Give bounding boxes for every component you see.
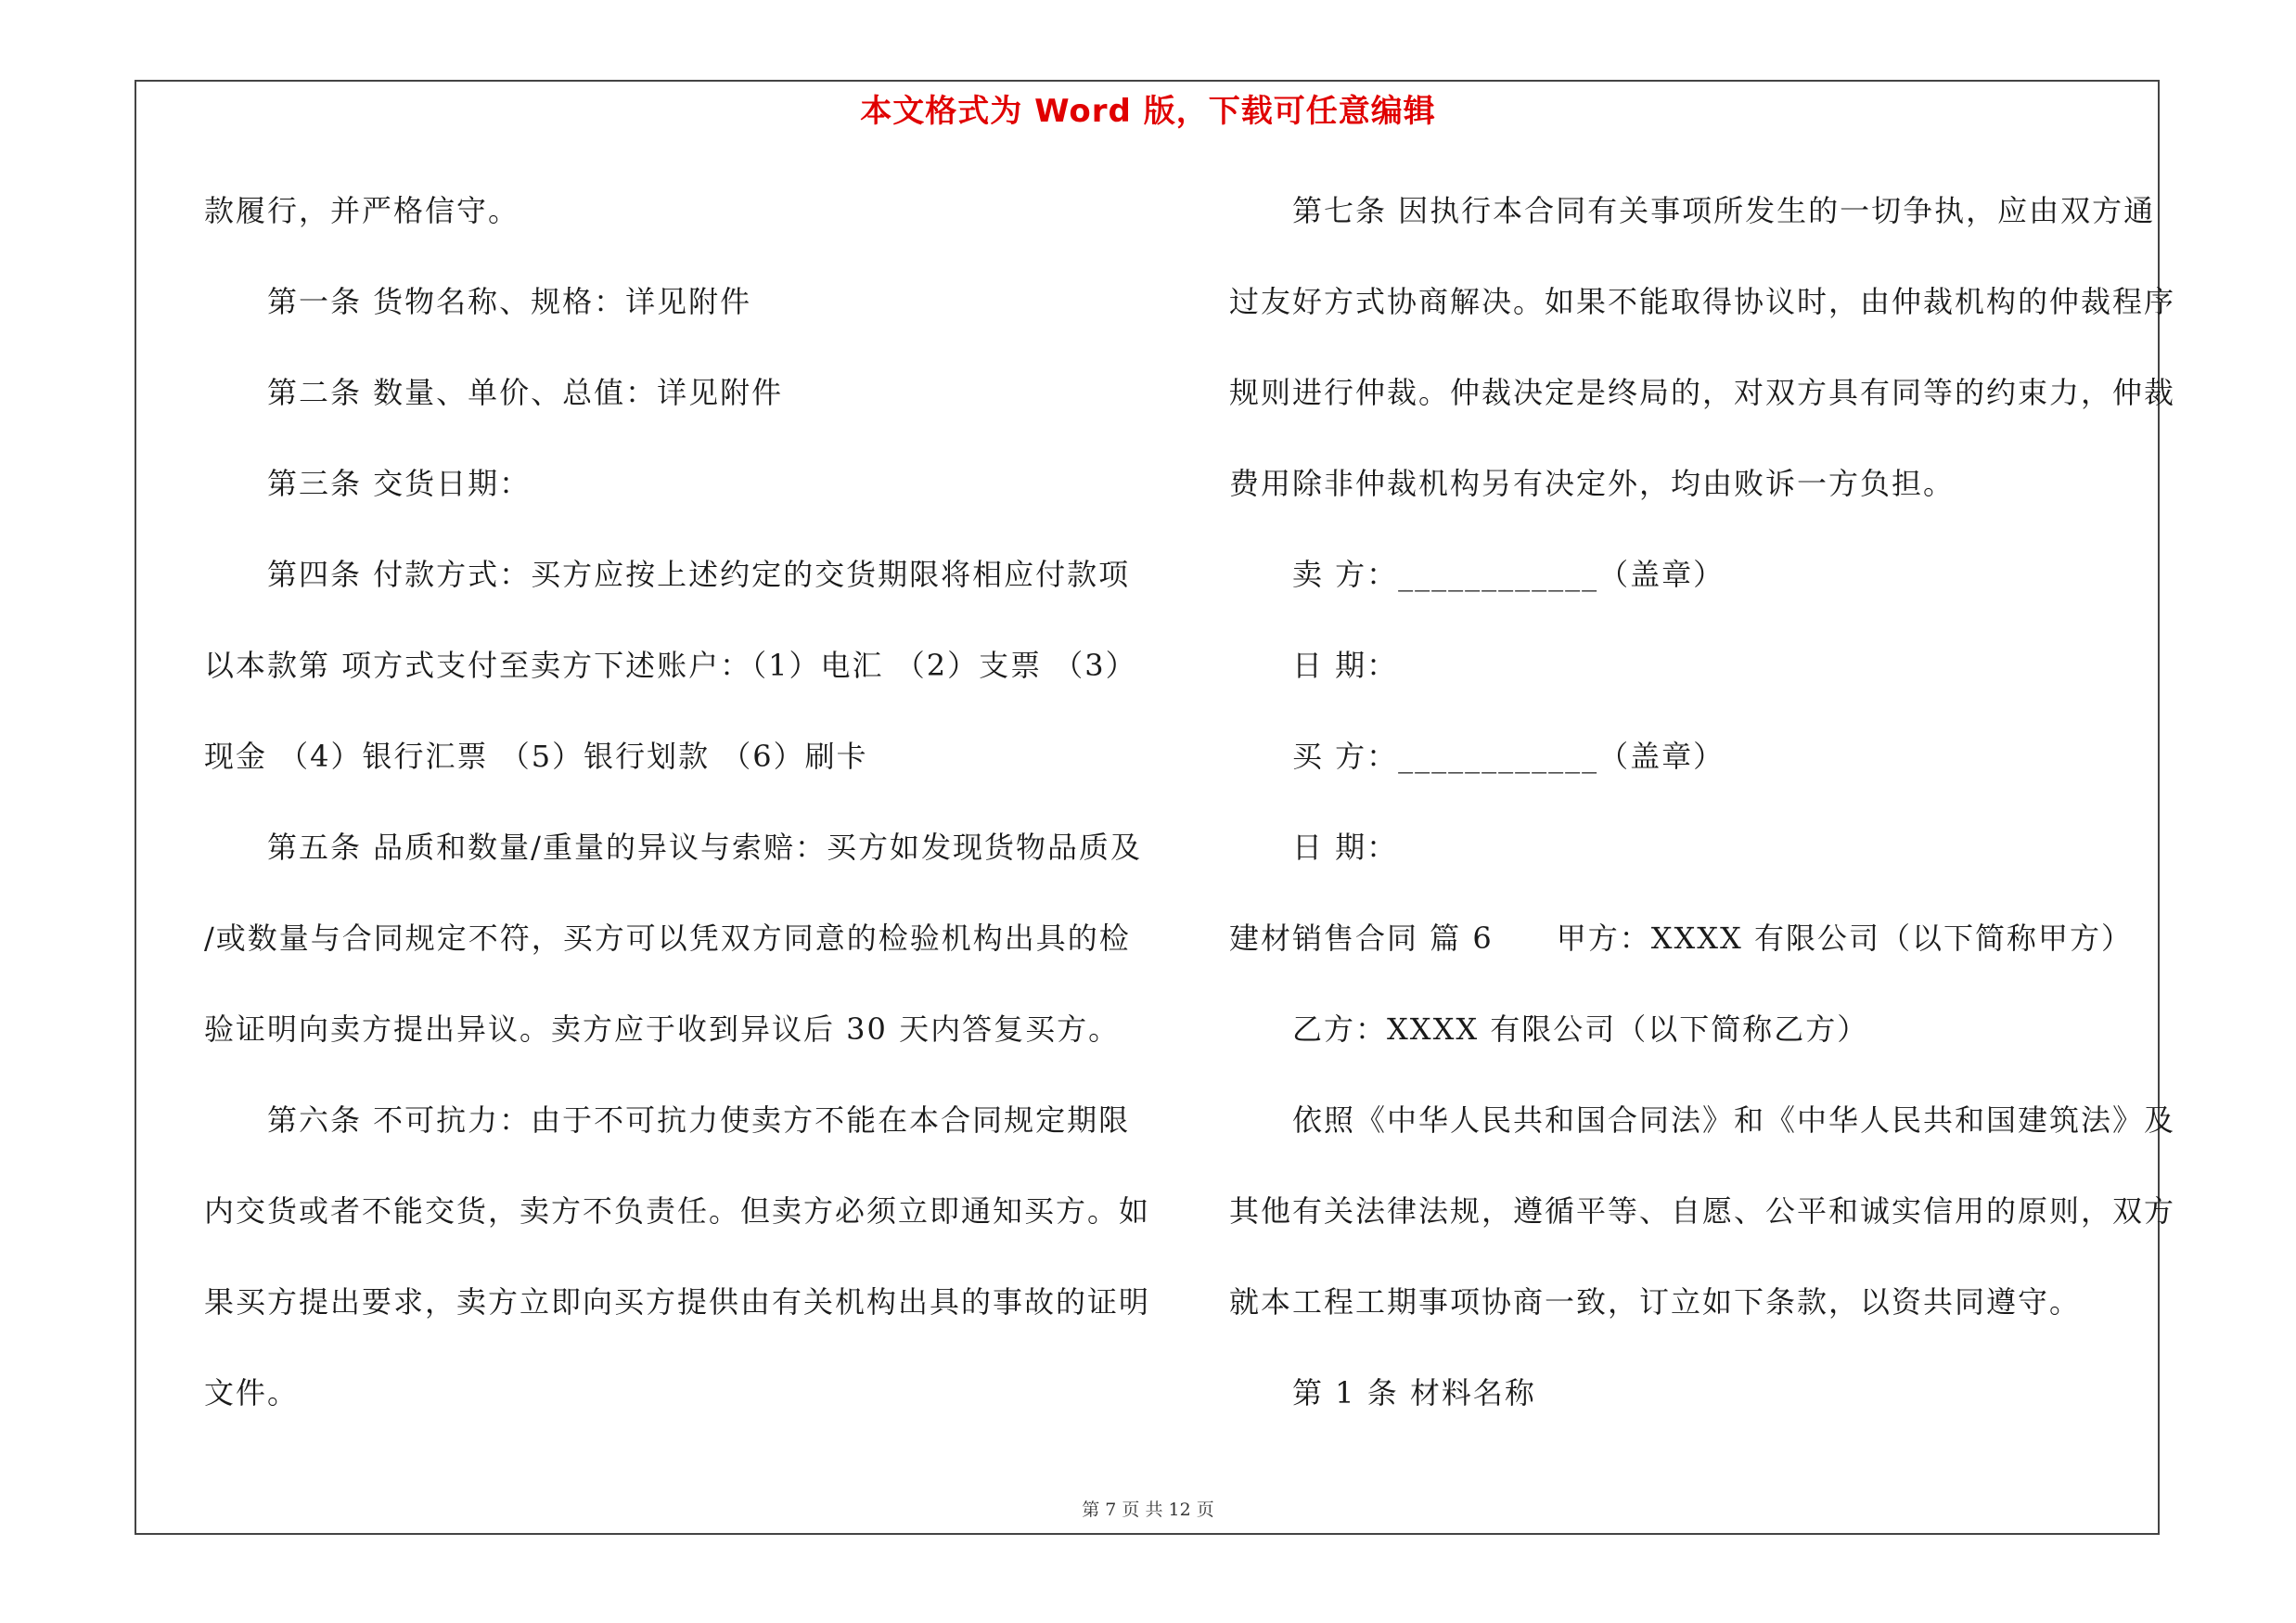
- text-line: /或数量与合同规定不符，买方可以凭双方同意的检验机构出具的检: [204, 921, 1131, 956]
- text-line: 第三条 交货日期：: [267, 466, 532, 501]
- text-line: 第六条 不可抗力：由于不可抗力使卖方不能在本合同规定期限: [267, 1102, 1131, 1138]
- text-line: 依照《中华人民共和国合同法》和《中华人民共和国建筑法》及: [1292, 1102, 2176, 1138]
- text-line: 日 期：: [1292, 648, 1399, 683]
- text-line: 第七条 因执行本合同有关事项所发生的一切争执，应由双方通: [1292, 193, 2156, 228]
- text-line: 第五条 品质和数量/重量的异议与索赔：买方如发现货物品质及: [267, 830, 1142, 865]
- format-notice-banner: 本文格式为 Word 版，下载可任意编辑: [860, 93, 1436, 130]
- text-line: 第 1 条 材料名称: [1292, 1375, 1536, 1410]
- text-line: 内交货或者不能交货，卖方不负责任。但卖方必须立即通知买方。如: [204, 1193, 1151, 1229]
- text-line: 现金 （4）银行汇票 （5）银行划款 （6）刷卡: [204, 739, 868, 774]
- text-line: 以本款第 项方式支付至卖方下述账户：（1）电汇 （2）支票 （3）: [204, 648, 1137, 683]
- text-line: 费用除非仲裁机构另有决定外，均由败诉一方负担。: [1229, 466, 1956, 501]
- text-line: 第一条 货物名称、规格：详见附件: [267, 284, 752, 319]
- text-line: 文件。: [204, 1375, 300, 1410]
- text-line: 乙方：XXXX 有限公司（以下简称乙方）: [1292, 1011, 1869, 1047]
- text-line: 验证明向卖方提出异议。卖方应于收到异议后 30 天内答复买方。: [204, 1011, 1121, 1047]
- text-line: 规则进行仲裁。仲裁决定是终局的，对双方具有同等的约束力，仲裁: [1229, 375, 2176, 410]
- text-line: 第二条 数量、单价、总值：详见附件: [267, 375, 784, 410]
- text-line: 日 期：: [1292, 830, 1399, 865]
- text-line: 买 方：____________（盖章）: [1292, 739, 1725, 774]
- text-line: 就本工程工期事项协商一致，订立如下条款，以资共同遵守。: [1229, 1284, 2082, 1320]
- page-number-footer: 第 7 页 共 12 页: [1082, 1500, 1214, 1520]
- left-text-column: [204, 184, 1151, 1457]
- text-line: 果买方提出要求，卖方立即向买方提供由有关机构出具的事故的证明: [204, 1284, 1151, 1320]
- text-line: 第四条 付款方式：买方应按上述约定的交货期限将相应付款项: [267, 557, 1131, 592]
- text-line: 过友好方式协商解决。如果不能取得协议时，由仲裁机构的仲裁程序: [1229, 284, 2176, 319]
- right-text-column: [1229, 184, 2176, 1457]
- text-line: 建材销售合同 篇 6 甲方：XXXX 有限公司（以下简称甲方）: [1229, 921, 2134, 956]
- text-line: 款履行，并严格信守。: [204, 193, 520, 228]
- text-line: 卖 方：____________（盖章）: [1292, 557, 1725, 592]
- text-line: 其他有关法律法规，遵循平等、自愿、公平和诚实信用的原则，双方: [1229, 1193, 2176, 1229]
